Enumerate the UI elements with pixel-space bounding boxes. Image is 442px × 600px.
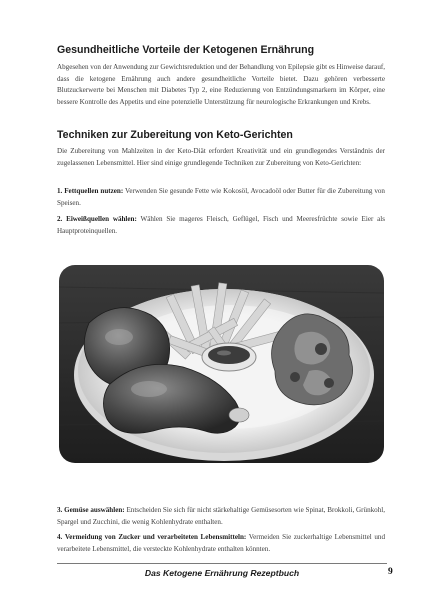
list-item-text: Vermeiden Sie zuckerhaltige Lebensmittel und verarbeitete Lebensmittel, die versteckte Kohlenhydrate enthalten könnten. [57, 533, 385, 553]
section-heading-health-benefits: Gesundheitliche Vorteile der Ketogenen Ernährung [57, 44, 315, 56]
list-item-avoid-sugar [57, 532, 385, 555]
health-benefits-paragraph: Abgesehen von der Anwendung zur Gewichtsreduktion und der Behandlung von Epilepsie gibt es Hinweise darauf, dass die ketogene Ernährung auch andere gesundheitliche Vorteile bietet. Dazu gehören verbesserte Blutzuckerwerte bei Menschen mit Diabetes Typ 2, eine Reduzierung von Entzündungsmarkern im Körper, eine bessere Kontrolle des Appetits und eine potenzielle Unterstützung für neurologische Erkrankungen und Krebs. [57, 63, 386, 106]
list-item-text: Wählen Sie mageres Fleisch, Geflügel, Fisch und Meeresfrüchte sowie Eier als Hauptproteinquellen. [57, 215, 385, 235]
list-item-term: 3. Gemüse auswählen: [57, 506, 125, 514]
page-number: 9 [388, 567, 393, 577]
list-item-protein-sources [57, 214, 385, 237]
food-photo [59, 265, 384, 463]
list-item-term: 4. Vermeidung von Zucker und verarbeiteten Lebensmitteln: [57, 533, 247, 541]
list-item-text: Verwenden Sie gesunde Fette wie Kokosöl, Avocadoöl oder Butter für die Zubereitung von Speisen. [57, 187, 385, 207]
list-item-term: 1. Fettquellen nutzen: [57, 187, 124, 195]
footer-divider [57, 563, 387, 564]
list-item-vegetables [57, 505, 385, 528]
list-item-fat-sources [57, 186, 385, 209]
list-item-text: Entscheiden Sie sich für nicht stärkehaltige Gemüsesorten wie Spinat, Brokkoli, Grünkohl, Spargel und Zucchini, die wenig Kohlenhydrate enthalten. [57, 506, 385, 526]
section-heading-techniques: Techniken zur Zubereitung von Keto-Gerichten [57, 129, 293, 141]
techniques-intro-paragraph: Die Zubereitung von Mahlzeiten in der Keto-Diät erfordert Kreativität und ein grundlegendes Verständnis der zugelassenen Lebensmittel. Hier sind einige grundlegende Techniken zur Zubereitung von Keto-Gerichten: [57, 147, 385, 167]
list-item-term: 2. Eiweißquellen wählen: [57, 215, 137, 223]
footer-book-title: Das Ketogene Ernährung Rezeptbuch [144, 568, 300, 578]
